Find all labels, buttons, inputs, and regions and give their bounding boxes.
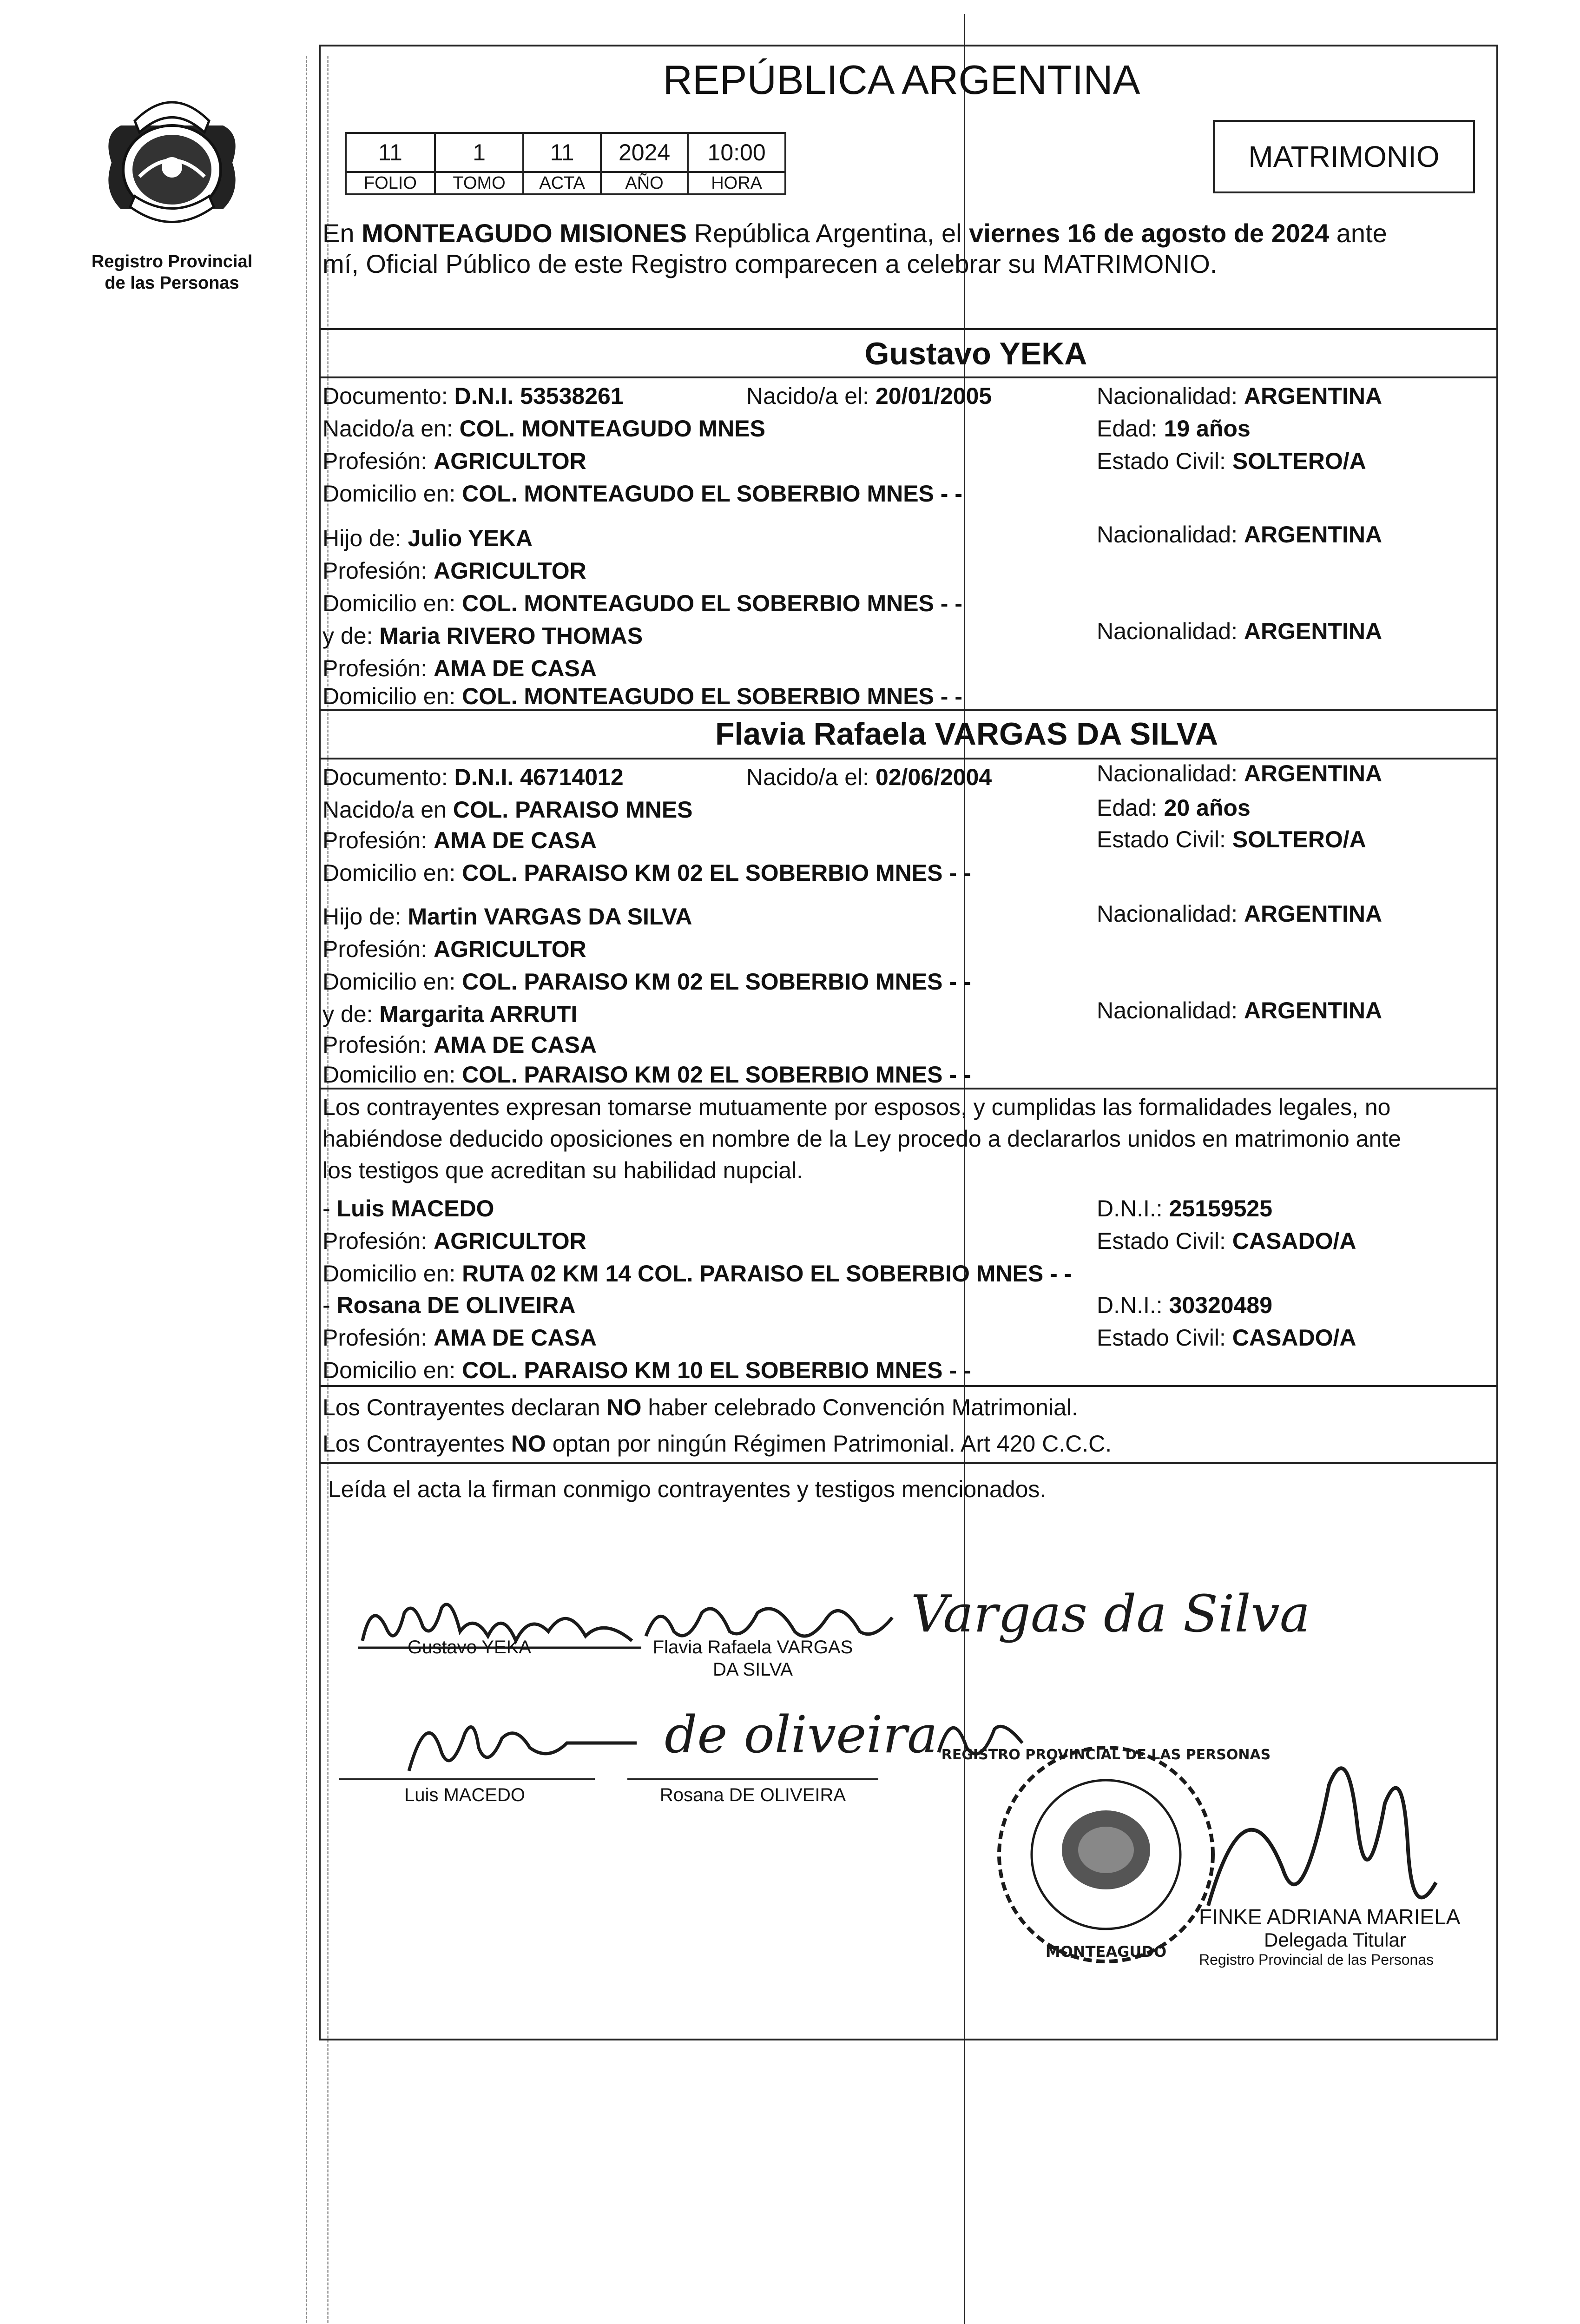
divider-closing [319, 1462, 1496, 1464]
witness2-name: - Rosana DE OLIVEIRA [323, 1292, 576, 1318]
bride-civil-status: Estado Civil: SOLTERO/A [1097, 826, 1366, 852]
intro-line1 [323, 218, 1387, 248]
divider-groom-name [319, 376, 1496, 378]
groom-dni: D.N.I. 53538261 [454, 383, 624, 409]
groom-father-address: Domicilio en: COL. MONTEAGUDO EL SOBERBIO MNES - - [323, 590, 962, 616]
margin-guide-left [306, 56, 307, 2324]
groom-doc-row: Documento: D.N.I. 53538261 [323, 383, 624, 409]
intro-date: viernes 16 de agosto de 2024 [969, 218, 1330, 248]
groom-mother-nationality: Nacionalidad: ARGENTINA [1097, 618, 1382, 644]
groom-mother-profession: Profesión: AMA DE CASA [323, 655, 597, 681]
province-shield-icon [93, 88, 251, 242]
page-title: REPÚBLICA ARGENTINA [663, 57, 1140, 103]
witness2-signature-line [627, 1778, 878, 1780]
officer-signature [1190, 1729, 1450, 1934]
act-type-box [1213, 120, 1475, 193]
groom-name: Gustavo YEKA [864, 336, 1087, 371]
regime-line2: Los Contrayentes NO optan por ningún Régimen Patrimonial. Art 420 C.C.C. [323, 1431, 1112, 1457]
intro-pre: En [323, 218, 362, 248]
witness1-civil-status: Estado Civil: CASADO/A [1097, 1228, 1356, 1254]
bride-father-profession: Profesión: AGRICULTOR [323, 936, 586, 962]
year-label: AÑO [601, 172, 688, 194]
bride-signature-label-2: DA SILVA [713, 1659, 793, 1680]
officer-office: Registro Provincial de las Personas [1199, 1951, 1434, 1968]
acta-value: 11 [523, 133, 601, 172]
divider-regime [319, 1385, 1496, 1387]
bride-mother-profession: Profesión: AMA DE CASA [323, 1032, 597, 1058]
registry-name-line1: Registro Provincial [91, 252, 253, 271]
declaration-line2: habiéndose deducido oposiciones en nombre de la Ley procedo a declararlos unidos en matrimonio ante [323, 1126, 1401, 1152]
groom-civil-status: Estado Civil: SOLTERO/A [1097, 448, 1366, 474]
witness2-profession: Profesión: AMA DE CASA [323, 1325, 597, 1351]
seal-emblem-icon [941, 1738, 1271, 1971]
bride-father: Hijo de: Martin VARGAS DA SILVA [323, 904, 692, 930]
intro-place: MONTEAGUDO MISIONES [362, 218, 687, 248]
groom-age: Edad: 19 años [1097, 416, 1251, 442]
declaration-line3: los testigos que acreditan su habilidad nupcial. [323, 1157, 803, 1183]
bride-profession: Profesión: AMA DE CASA [323, 827, 597, 853]
groom-address: Domicilio en: COL. MONTEAGUDO EL SOBERBIO MNES - - [323, 481, 962, 507]
registry-logo [93, 88, 251, 242]
seal-text: REGISTRO PROVINCIAL DE LAS PERSONAS [941, 1747, 1271, 1763]
witness2-signature [660, 1692, 1032, 1776]
witness1-dni: D.N.I.: 25159525 [1097, 1195, 1273, 1221]
bride-age: Edad: 20 años [1097, 795, 1251, 821]
year-value: 2024 [601, 133, 688, 172]
groom-father-nationality: Nacionalidad: ARGENTINA [1097, 522, 1382, 548]
intro-mid: República Argentina, el [687, 218, 969, 248]
seal-bottom-text: MONTEAGUDO [1045, 1943, 1167, 1961]
witness2-dni: D.N.I.: 30320489 [1097, 1292, 1273, 1318]
groom-father: Hijo de: Julio YEKA [323, 525, 533, 551]
bride-mother: y de: Margarita ARRUTI [323, 1001, 578, 1027]
divider-groom-top [319, 328, 1496, 330]
witness1-signature-label: Luis MACEDO [404, 1785, 526, 1805]
witness1-signature-scribble-icon [400, 1697, 641, 1780]
witness2-signature-handwriting: de oliveira [665, 1705, 938, 1764]
divider-bride-top [319, 709, 1496, 711]
bride-father-nationality: Nacionalidad: ARGENTINA [1097, 901, 1382, 927]
bride-father-address: Domicilio en: COL. PARAISO KM 02 EL SOBERBIO MNES - - [323, 969, 971, 995]
witness2-civil-status: Estado Civil: CASADO/A [1097, 1325, 1356, 1351]
officer-signature-scribble-icon [1190, 1729, 1450, 1934]
bride-mother-address: Domicilio en: COL. PARAISO KM 02 EL SOBERBIO MNES - - [323, 1062, 971, 1088]
declaration-line1: Los contrayentes expresan tomarse mutuamente por esposos, y cumplidas las formalidades legales, no [323, 1094, 1391, 1120]
groom-mother: y de: Maria RIVERO THOMAS [323, 623, 643, 649]
bride-signature-handwriting: Vargas da Silva [911, 1584, 1310, 1644]
groom-father-profession: Profesión: AGRICULTOR [323, 558, 586, 584]
tomo-label: TOMO [435, 172, 524, 194]
acta-label: ACTA [523, 172, 601, 194]
bride-name: Flavia Rafaela VARGAS DA SILVA [715, 716, 1218, 752]
bride-dni: D.N.I. 46714012 [454, 764, 624, 790]
witness1-signature [400, 1697, 641, 1780]
bride-mother-nationality: Nacionalidad: ARGENTINA [1097, 997, 1382, 1023]
bride-signature-label-1: Flavia Rafaela VARGAS [652, 1637, 853, 1657]
witness2-address: Domicilio en: COL. PARAISO KM 10 EL SOBERBIO MNES - - [323, 1357, 971, 1383]
officer-role: Delegada Titular [1264, 1929, 1406, 1951]
officer-name: FINKE ADRIANA MARIELA [1199, 1905, 1461, 1929]
bride-born-place: Nacido/a en COL. PARAISO MNES [323, 797, 693, 823]
bride-nationality: Nacionalidad: ARGENTINA [1097, 760, 1382, 786]
intro-line2: mí, Oficial Público de este Registro comparecen a celebrar su MATRIMONIO. [323, 249, 1218, 278]
groom-born-place: Nacido/a en: COL. MONTEAGUDO MNES [323, 416, 765, 442]
folio-label: FOLIO [346, 172, 435, 194]
bride-doc-row: Documento: D.N.I. 46714012 [323, 764, 624, 790]
witness2-signature-scribble-icon [660, 1692, 1032, 1776]
time-label: HORA [688, 172, 785, 194]
bride-address: Domicilio en: COL. PARAISO KM 02 EL SOBERBIO MNES - - [323, 860, 971, 886]
official-seal [941, 1738, 1271, 1971]
witness1-profession: Profesión: AGRICULTOR [323, 1228, 586, 1254]
act-type: MATRIMONIO [1248, 140, 1440, 173]
groom-mother-address: Domicilio en: COL. MONTEAGUDO EL SOBERBIO MNES - - [323, 683, 962, 709]
closing-text: Leída el acta la firman conmigo contrayentes y testigos mencionados. [328, 1476, 1047, 1502]
witness1-address: Domicilio en: RUTA 02 KM 14 COL. PARAISO EL SOBERBIO MNES - - [323, 1261, 1072, 1287]
groom-signature-label: Gustavo YEKA [407, 1637, 532, 1657]
regime-line1: Los Contrayentes declaran NO haber celebrado Convención Matrimonial. [323, 1394, 1078, 1420]
witness2-signature-label: Rosana DE OLIVEIRA [659, 1785, 846, 1805]
act-meta-table [345, 132, 786, 195]
groom-born-date: Nacido/a el: 20/01/2005 [746, 383, 992, 409]
groom-profession: Profesión: AGRICULTOR [323, 448, 586, 474]
registry-name-line2: de las Personas [105, 273, 239, 293]
groom-nationality: Nacionalidad: ARGENTINA [1097, 383, 1382, 409]
folio-value: 11 [346, 133, 435, 172]
bride-born-date: Nacido/a el: 02/06/2004 [746, 764, 992, 790]
tomo-value: 1 [435, 133, 524, 172]
witness1-name: - Luis MACEDO [323, 1195, 494, 1221]
divider-declaration [319, 1088, 1496, 1089]
intro-end: ante [1329, 218, 1387, 248]
time-value: 10:00 [688, 133, 785, 172]
